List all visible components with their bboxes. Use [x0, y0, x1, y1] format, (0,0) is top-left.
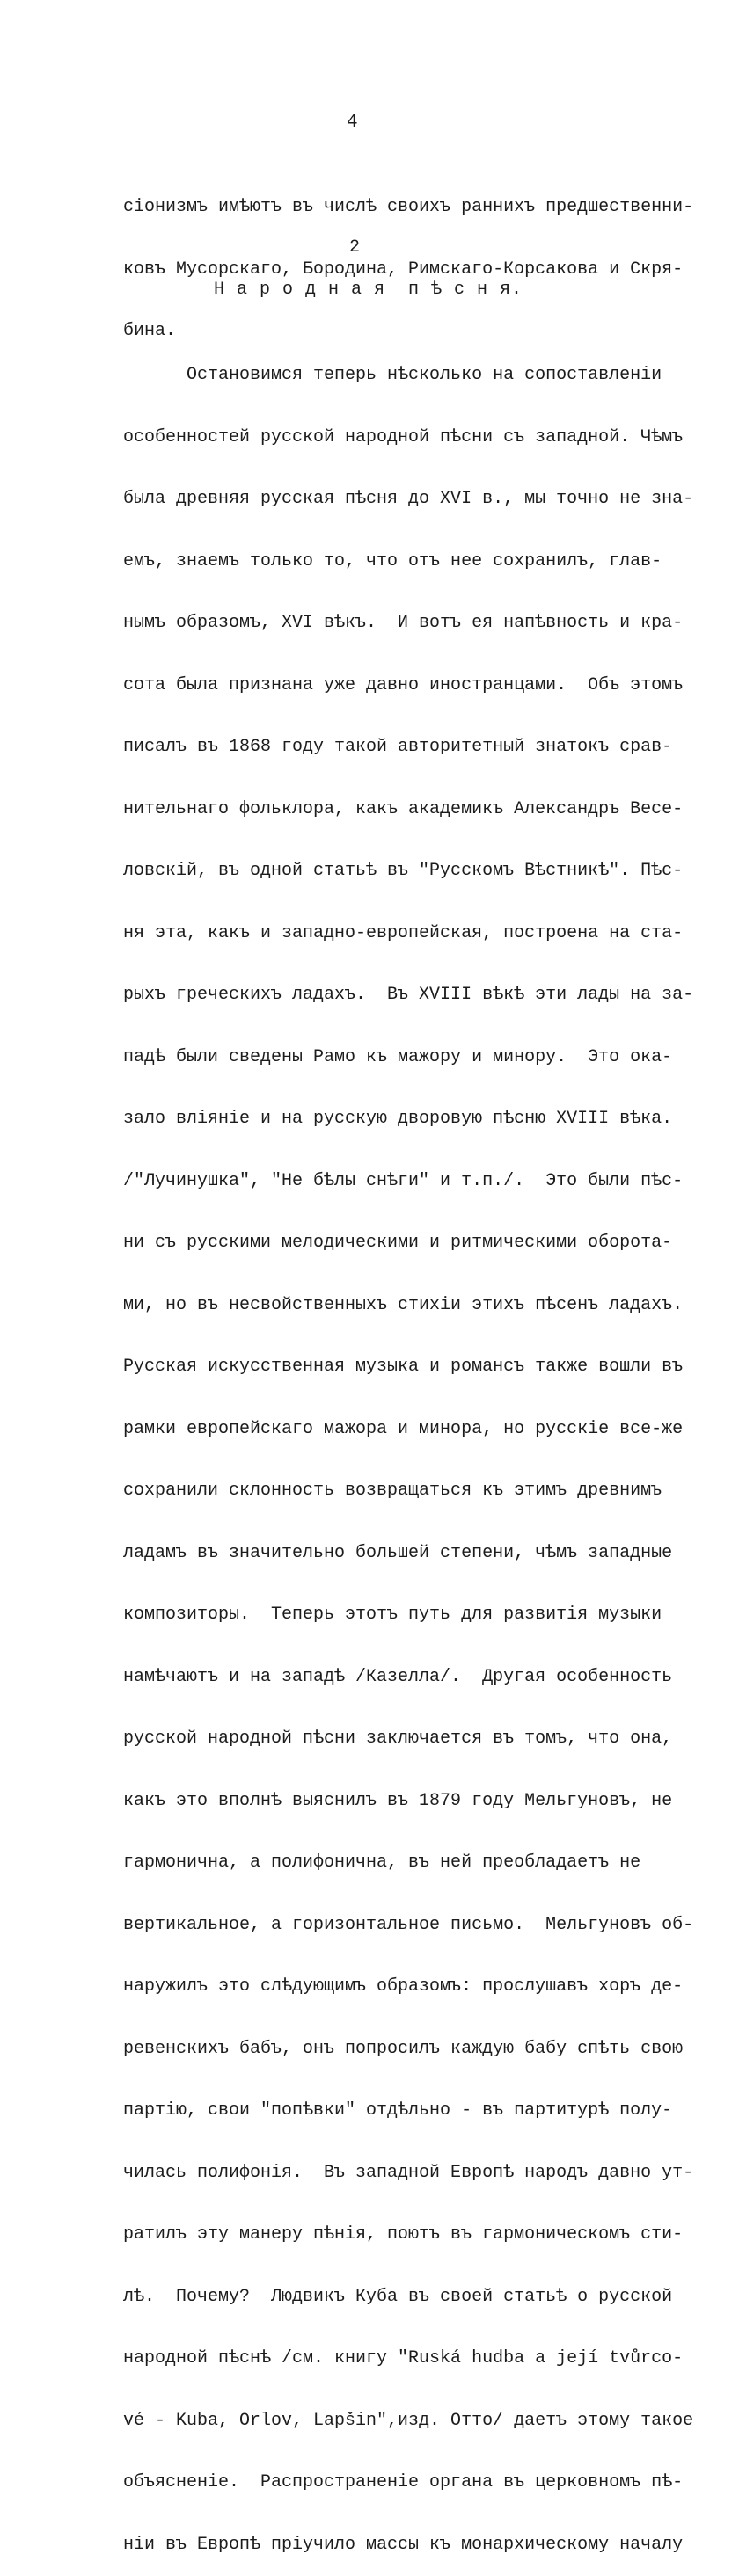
text-line: емъ, знаемъ только то, что отъ нее сохранилъ, глав-: [123, 550, 662, 571]
section-title: Н а р о д н а я п ѣ с н я.: [214, 280, 523, 300]
text-line: ратилъ эту манеру пѣнія, поютъ въ гармоническомъ сти-: [123, 2224, 684, 2245]
text-line: композиторы. Теперь этотъ путь для развитія музыки: [123, 1605, 662, 1625]
text-line: объясненіе. Распространеніе органа въ церковномъ пѣ-: [123, 2472, 684, 2492]
text-line: падѣ были сведены Рамо къ мажору и минору. Это ока-: [123, 1046, 673, 1067]
text-line: ковъ Мусорскаго, Бородина, Римскаго-Корсакова и Скря-: [123, 258, 684, 280]
section-number: 2: [349, 237, 361, 258]
text-line: лѣ. Почему? Людвикъ Куба въ своей статьѣ о русской: [123, 2286, 673, 2307]
text-line: /"Лучинушка", "Не бѣлы снѣги" и т.п./. Это были пѣс-: [123, 1170, 684, 1191]
text-line: ніи въ Европѣ пріучило массы къ монархическому началу: [123, 2534, 684, 2555]
text-line: сіонизмъ имѣютъ въ числѣ своихъ раннихъ предшественни-: [123, 197, 694, 217]
body-paragraph: [123, 324, 730, 2576]
text-line: наружилъ это слѣдующимъ образомъ: прослушавъ хоръ де-: [123, 1976, 684, 1997]
text-line: рыхъ греческихъ ладахъ. Въ XVIII вѣкѣ эти лады на за-: [123, 985, 694, 1005]
text-line: нительнаго фольклора, какъ академикъ Александръ Весе-: [123, 798, 684, 819]
text-line: какъ это вполнѣ выяснилъ въ 1879 году Мельгуновъ, не: [123, 1790, 673, 1811]
text-line: нымъ образомъ, XVI вѣкъ. И вотъ ея напѣвность и кра-: [123, 613, 684, 633]
text-line: особенностей русской народной пѣсни съ западной. Чѣмъ: [123, 426, 684, 448]
text-line: Остановимся теперь нѣсколько на сопоставленіи: [123, 365, 662, 385]
text-line: народной пѣснѣ /см. книгу "Ruská hudba a její tvůrco-: [123, 2348, 684, 2369]
text-line: бина.: [123, 321, 177, 341]
text-line: ми, но въ несвойственныхъ стихіи этихъ пѣсенъ ладахъ.: [123, 1294, 684, 1315]
text-line: зало вліяніе и на русскую дворовую пѣсню XVIII вѣка.: [123, 1109, 673, 1129]
text-line: чилась полифонія. Въ западной Европѣ народъ давно ут-: [123, 2162, 694, 2183]
text-line: гармонична, а полифонична, въ ней преобладаетъ не: [123, 1852, 641, 1873]
text-line: ловскій, въ одной статьѣ въ "Русскомъ Вѣстникѣ". Пѣс-: [123, 861, 684, 881]
text-line: русской народной пѣсни заключается въ томъ, что она,: [123, 1728, 673, 1749]
text-line: писалъ въ 1868 году такой авторитетный знатокъ срав-: [123, 737, 673, 757]
text-line: Русская искусственная музыка и романсъ также вошли въ: [123, 1357, 684, 1377]
text-line: ня эта, какъ и западно-европейская, построена на ста-: [123, 922, 684, 943]
text-line: ревенскихъ бабъ, онъ попросилъ каждую бабу спѣть свою: [123, 2038, 684, 2059]
text-line: партію, свои "попѣвки" отдѣльно - въ партитурѣ полу-: [123, 2100, 673, 2121]
text-line: сота была признана уже давно иностранцами. Объ этомъ: [123, 674, 684, 695]
text-line: намѣчаютъ и на западѣ /Казелла/. Другая особенность: [123, 1666, 673, 1687]
page-number: 4: [347, 113, 358, 133]
text-line: была древняя русская пѣсня до XVI в., мы точно не зна-: [123, 489, 694, 509]
text-line: вертикальное, а горизонтальное письмо. Мельгуновъ об-: [123, 1914, 694, 1935]
text-line: vé - Kuba, Orlov, Lapšin",изд. Отто/ даетъ этому такое: [123, 2410, 694, 2431]
text-line: сохранили склонность возвращаться къ этимъ древнимъ: [123, 1481, 662, 1501]
text-line: ладамъ въ значительно большей степени, чѣмъ западные: [123, 1542, 673, 1563]
text-line: рамки европейскаго мажора и минора, но русскіе все-же: [123, 1418, 684, 1439]
text-line: ни съ русскими мелодическими и ритмическими оборота-: [123, 1233, 673, 1253]
